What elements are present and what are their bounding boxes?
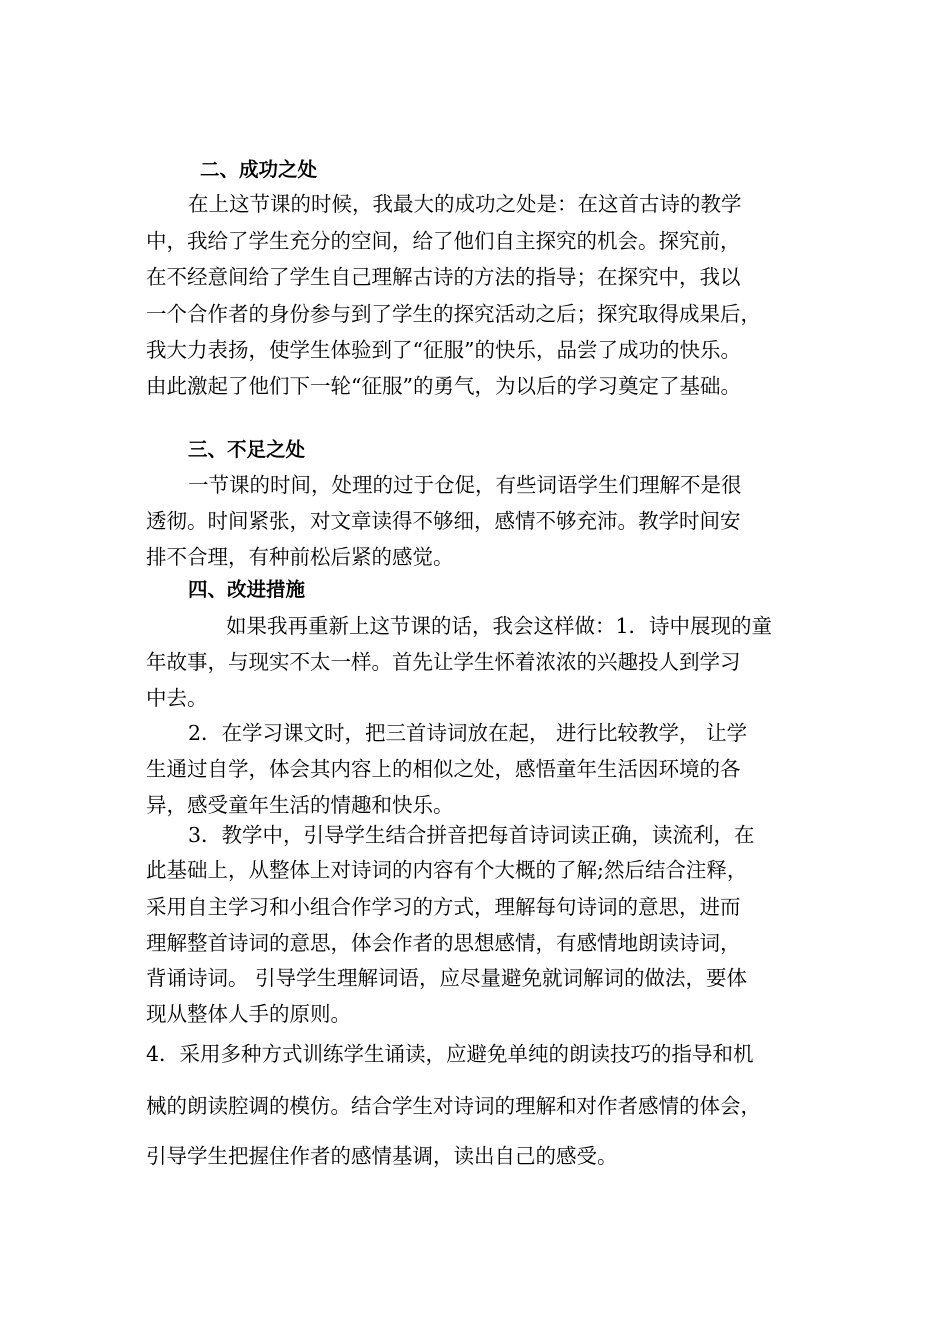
paragraph-line: 在不经意间给了学生自己理解古诗的方法的指导；在探究中，我以 [146,265,741,289]
paragraph-line: 此基础上，从整体上对诗词的内容有个大概的了解;然后结合注释， [146,858,748,882]
paragraph-line: 生通过自学，体会其内容上的相似之处，感悟童年生活因环境的各 [146,757,741,781]
paragraph-line: 背诵诗词。 引导学生理解词语，应尽量避免就词解词的做法，要体 [146,966,748,990]
paragraph-line: 年故事，与现实不太一样。首先让学生怀着浓浓的兴趣投人到学习 [146,650,741,674]
paragraph-line: 2．在学习课文时，把三首诗词放在起， 进行比较教学， 让学 [188,721,748,745]
paragraph-line: 在上这节课的时候，我最大的成功之处是：在这首古诗的教学 [188,192,742,216]
paragraph-line: 采用自主学习和小组合作学习的方式，理解每句诗词的意思，进而 [146,895,741,919]
paragraph-line: 械的朗读腔调的模仿。结合学生对诗词的理解和对作者感情的体会， [146,1094,761,1118]
section-heading-shortcomings: 三、不足之处 [188,438,306,461]
paragraph-line: 理解整首诗词的意思，体会作者的思想感情，有感情地朗读诗词， [146,931,741,955]
paragraph-line: 引导学生把握住作者的感情基调，读出自己的感受。 [146,1144,618,1168]
paragraph-line: 中，我给了学生充分的空间，给了他们自主探究的机会。探究前， [146,229,741,253]
paragraph-line: 中去。 [146,686,208,710]
section-heading-success: 二、成功之处 [200,158,318,181]
paragraph-line: 4．采用多种方式训练学生诵读，应避免单纯的朗读技巧的指导和机 [146,1042,754,1066]
paragraph-line: 异，感受童年生活的情趣和快乐。 [146,793,454,817]
paragraph-line: 如果我再重新上这节课的话，我会这样做：1．诗中展现的童 [226,614,773,638]
paragraph-line: 透彻。时间紧张，对文章读得不够细，感情不够充沛。教学时间安 [146,509,741,533]
paragraph-line: 一节课的时间，处理的过于仓促，有些词语学生们理解不是很 [188,473,742,497]
paragraph-line: 现从整体人手的原则。 [146,1002,351,1026]
paragraph-line: 我大力表扬，使学生体验到了“征服”的快乐，品尝了成功的快乐。 [146,338,741,362]
paragraph-line: 3．教学中，引导学生结合拼音把每首诗词读正确，读流利，在 [188,823,755,847]
paragraph-line: 排不合理，有种前松后紧的感觉。 [146,545,454,569]
section-heading-improvements: 四、改进措施 [188,578,306,601]
paragraph-line: 一个合作者的身份参与到了学生的探究活动之后；探究取得成果后， [146,302,761,326]
paragraph-line: 由此激起了他们下一轮“征服”的勇气，为以后的学习奠定了基础。 [146,374,741,398]
